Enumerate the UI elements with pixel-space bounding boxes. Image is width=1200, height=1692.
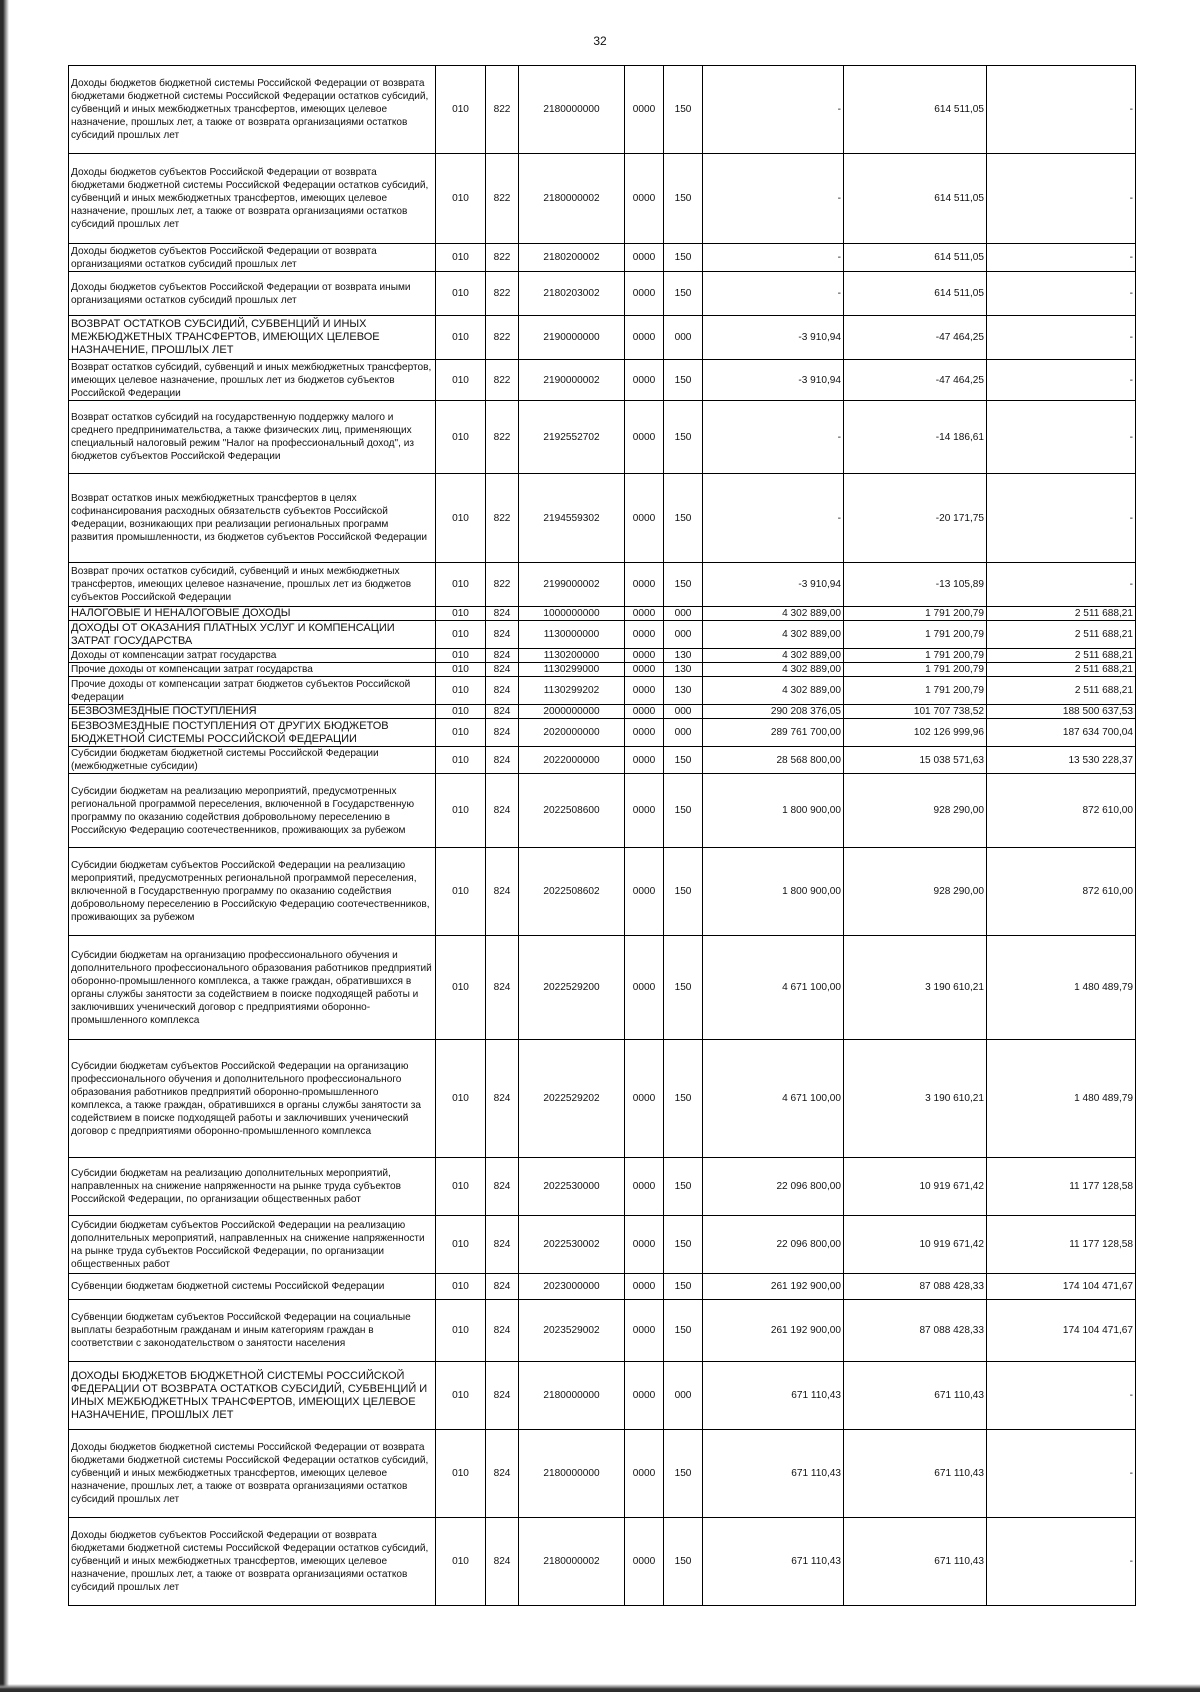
approved-amount-cell: 4 302 889,00 xyxy=(703,663,844,677)
executed-amount-cell: 928 290,00 xyxy=(844,774,987,848)
executed-amount-cell: -14 186,61 xyxy=(844,401,987,474)
admin-org-code-cell: 824 xyxy=(486,1518,519,1606)
admin-org-code-cell: 824 xyxy=(486,936,519,1040)
subtype-code-cell: 0000 xyxy=(625,1040,664,1158)
income-name-cell: Возврат прочих остатков субсидий, субвенций и иных межбюджетных трансфертов, имеющих целевое назначение, прошлых лет из бюджетов субъектов Российской Федерации xyxy=(69,563,436,607)
admin-code-cell: 010 xyxy=(436,1216,486,1274)
approved-amount-cell: - xyxy=(703,401,844,474)
table-row xyxy=(69,677,1136,705)
approved-amount-cell: 1 800 900,00 xyxy=(703,774,844,848)
income-name-cell: Субвенции бюджетам бюджетной системы Российской Федерации xyxy=(69,1274,436,1300)
approved-amount-cell: 4 671 100,00 xyxy=(703,1040,844,1158)
kosgu-code-cell: 150 xyxy=(664,936,703,1040)
subtype-code-cell: 0000 xyxy=(625,474,664,563)
subtype-code-cell: 0000 xyxy=(625,316,664,360)
admin-code-cell: 010 xyxy=(436,719,486,747)
income-type-code-cell: 2199000002 xyxy=(519,563,625,607)
table-row xyxy=(69,747,1136,774)
income-name-cell: Доходы бюджетов бюджетной системы Российской Федерации от возврата бюджетами бюджетной системы Российской Федерации остатков субсидий, субвенций и иных межбюджетных трансфертов, имеющих целевое назначение, прошлых лет, а также от возврата организациями остатков субсидий прошлых лет xyxy=(69,66,436,154)
admin-code-cell: 010 xyxy=(436,649,486,663)
approved-amount-cell: 4 671 100,00 xyxy=(703,936,844,1040)
admin-code-cell: 010 xyxy=(436,66,486,154)
approved-amount-cell: 671 110,43 xyxy=(703,1430,844,1518)
scan-edge-bottom xyxy=(0,1684,1200,1692)
income-name-cell: Доходы бюджетов субъектов Российской Федерации от возврата организациями остатков субсидий прошлых лет xyxy=(69,244,436,272)
remaining-amount-cell: - xyxy=(987,244,1136,272)
table-row xyxy=(69,1158,1136,1216)
subtype-code-cell: 0000 xyxy=(625,621,664,649)
admin-code-cell: 010 xyxy=(436,272,486,316)
remaining-amount-cell: - xyxy=(987,154,1136,244)
admin-code-cell: 010 xyxy=(436,1300,486,1362)
remaining-amount-cell: - xyxy=(987,1362,1136,1430)
remaining-amount-cell: - xyxy=(987,360,1136,401)
kosgu-code-cell: 150 xyxy=(664,1274,703,1300)
income-type-code-cell: 1130299202 xyxy=(519,677,625,705)
income-type-code-cell: 2180000000 xyxy=(519,66,625,154)
admin-org-code-cell: 824 xyxy=(486,1158,519,1216)
income-name-cell: НАЛОГОВЫЕ И НЕНАЛОГОВЫЕ ДОХОДЫ xyxy=(69,607,436,621)
approved-amount-cell: -3 910,94 xyxy=(703,360,844,401)
admin-org-code-cell: 822 xyxy=(486,154,519,244)
kosgu-code-cell: 150 xyxy=(664,154,703,244)
approved-amount-cell: 22 096 800,00 xyxy=(703,1216,844,1274)
income-type-code-cell: 2180000002 xyxy=(519,154,625,244)
subtype-code-cell: 0000 xyxy=(625,663,664,677)
income-name-cell: ВОЗВРАТ ОСТАТКОВ СУБСИДИЙ, СУБВЕНЦИЙ И ИНЫХ МЕЖБЮДЖЕТНЫХ ТРАНСФЕРТОВ, ИМЕЮЩИХ ЦЕЛЕВОЕ НАЗНАЧЕНИЕ, ПРОШЛЫХ ЛЕТ xyxy=(69,316,436,360)
kosgu-code-cell: 130 xyxy=(664,677,703,705)
remaining-amount-cell: 2 511 688,21 xyxy=(987,621,1136,649)
kosgu-code-cell: 000 xyxy=(664,719,703,747)
admin-code-cell: 010 xyxy=(436,936,486,1040)
admin-org-code-cell: 822 xyxy=(486,66,519,154)
subtype-code-cell: 0000 xyxy=(625,649,664,663)
income-name-cell: Субсидии бюджетам на организацию профессионального обучения и дополнительного профессионального образования работников предприятий оборонно-промышленного комплекса, а также граждан, обратившихся в органы службы занятости за содействием в поиске подходящей работы и заключивших ученический договор с предприятиями оборонно-промышленного комплекса xyxy=(69,936,436,1040)
executed-amount-cell: 102 126 999,96 xyxy=(844,719,987,747)
kosgu-code-cell: 150 xyxy=(664,1158,703,1216)
approved-amount-cell: 22 096 800,00 xyxy=(703,1158,844,1216)
executed-amount-cell: 671 110,43 xyxy=(844,1518,987,1606)
admin-org-code-cell: 824 xyxy=(486,1300,519,1362)
subtype-code-cell: 0000 xyxy=(625,1216,664,1274)
income-type-code-cell: 2190000000 xyxy=(519,316,625,360)
income-type-code-cell: 2022508600 xyxy=(519,774,625,848)
table-row xyxy=(69,1040,1136,1158)
subtype-code-cell: 0000 xyxy=(625,1430,664,1518)
executed-amount-cell: 614 511,05 xyxy=(844,272,987,316)
approved-amount-cell: 28 568 800,00 xyxy=(703,747,844,774)
income-type-code-cell: 2020000000 xyxy=(519,719,625,747)
income-name-cell: ДОХОДЫ ОТ ОКАЗАНИЯ ПЛАТНЫХ УСЛУГ И КОМПЕНСАЦИИ ЗАТРАТ ГОСУДАРСТВА xyxy=(69,621,436,649)
admin-org-code-cell: 824 xyxy=(486,1362,519,1430)
remaining-amount-cell: - xyxy=(987,316,1136,360)
table-row xyxy=(69,848,1136,936)
approved-amount-cell: - xyxy=(703,272,844,316)
table-row xyxy=(69,774,1136,848)
admin-org-code-cell: 822 xyxy=(486,474,519,563)
approved-amount-cell: 4 302 889,00 xyxy=(703,607,844,621)
kosgu-code-cell: 130 xyxy=(664,649,703,663)
income-name-cell: Субвенции бюджетам субъектов Российской Федерации на социальные выплаты безработным гражданам и иным категориям граждан в соответствии с законодательством о занятости населения xyxy=(69,1300,436,1362)
subtype-code-cell: 0000 xyxy=(625,272,664,316)
admin-org-code-cell: 822 xyxy=(486,401,519,474)
kosgu-code-cell: 150 xyxy=(664,1518,703,1606)
admin-code-cell: 010 xyxy=(436,154,486,244)
admin-org-code-cell: 824 xyxy=(486,1216,519,1274)
admin-code-cell: 010 xyxy=(436,401,486,474)
table-row xyxy=(69,607,1136,621)
income-name-cell: Субсидии бюджетам бюджетной системы Российской Федерации (межбюджетные субсидии) xyxy=(69,747,436,774)
admin-code-cell: 010 xyxy=(436,316,486,360)
kosgu-code-cell: 000 xyxy=(664,607,703,621)
income-type-code-cell: 1000000000 xyxy=(519,607,625,621)
remaining-amount-cell: 1 480 489,79 xyxy=(987,1040,1136,1158)
approved-amount-cell: 261 192 900,00 xyxy=(703,1274,844,1300)
subtype-code-cell: 0000 xyxy=(625,244,664,272)
executed-amount-cell: 87 088 428,33 xyxy=(844,1274,987,1300)
executed-amount-cell: -47 464,25 xyxy=(844,316,987,360)
income-type-code-cell: 2022529202 xyxy=(519,1040,625,1158)
admin-org-code-cell: 824 xyxy=(486,1274,519,1300)
income-name-cell: Субсидии бюджетам субъектов Российской Федерации на реализацию мероприятий, предусмотренных региональной программой переселения, включенной в Государственную программу по оказанию содействия добровольному переселению в Российскую Федерацию соотечественников, проживающих за рубежом xyxy=(69,848,436,936)
income-name-cell: Прочие доходы от компенсации затрат бюджетов субъектов Российской Федерации xyxy=(69,677,436,705)
income-name-cell: Доходы бюджетов субъектов Российской Федерации от возврата иными организациями остатков субсидий прошлых лет xyxy=(69,272,436,316)
income-name-cell: Субсидии бюджетам субъектов Российской Федерации на организацию профессионального обучения и дополнительного профессионального образования работников предприятий оборонно-промышленного комплекса, а также граждан, обратившихся в органы службы занятости за содействием в поиске подходящей работы и заключивших ученический договор с предприятиями оборонно-промышленного комплекса xyxy=(69,1040,436,1158)
executed-amount-cell: 1 791 200,79 xyxy=(844,663,987,677)
income-type-code-cell: 2180200002 xyxy=(519,244,625,272)
remaining-amount-cell: 1 480 489,79 xyxy=(987,936,1136,1040)
subtype-code-cell: 0000 xyxy=(625,774,664,848)
table-row xyxy=(69,705,1136,719)
remaining-amount-cell: 2 511 688,21 xyxy=(987,677,1136,705)
subtype-code-cell: 0000 xyxy=(625,1300,664,1362)
admin-org-code-cell: 824 xyxy=(486,1430,519,1518)
table-row xyxy=(69,1274,1136,1300)
income-name-cell: БЕЗВОЗМЕЗДНЫЕ ПОСТУПЛЕНИЯ ОТ ДРУГИХ БЮДЖЕТОВ БЮДЖЕТНОЙ СИСТЕМЫ РОССИЙСКОЙ ФЕДЕРАЦИИ xyxy=(69,719,436,747)
table-row xyxy=(69,936,1136,1040)
executed-amount-cell: 614 511,05 xyxy=(844,244,987,272)
approved-amount-cell: 290 208 376,05 xyxy=(703,705,844,719)
remaining-amount-cell: 872 610,00 xyxy=(987,774,1136,848)
admin-org-code-cell: 824 xyxy=(486,621,519,649)
admin-org-code-cell: 822 xyxy=(486,316,519,360)
admin-code-cell: 010 xyxy=(436,1274,486,1300)
income-type-code-cell: 2180000000 xyxy=(519,1362,625,1430)
remaining-amount-cell: - xyxy=(987,272,1136,316)
remaining-amount-cell: 2 511 688,21 xyxy=(987,663,1136,677)
remaining-amount-cell: - xyxy=(987,401,1136,474)
income-name-cell: Доходы от компенсации затрат государства xyxy=(69,649,436,663)
subtype-code-cell: 0000 xyxy=(625,1362,664,1430)
executed-amount-cell: 15 038 571,63 xyxy=(844,747,987,774)
income-type-code-cell: 2023529002 xyxy=(519,1300,625,1362)
income-type-code-cell: 1130299000 xyxy=(519,663,625,677)
admin-code-cell: 010 xyxy=(436,1430,486,1518)
income-name-cell: БЕЗВОЗМЕЗДНЫЕ ПОСТУПЛЕНИЯ xyxy=(69,705,436,719)
admin-code-cell: 010 xyxy=(436,747,486,774)
scan-edge-left xyxy=(0,0,9,1692)
income-name-cell: Доходы бюджетов субъектов Российской Федерации от возврата бюджетами бюджетной системы Российской Федерации остатков субсидий, субвенций и иных межбюджетных трансфертов, имеющих целевое назначение, прошлых лет, а также от возврата организациями остатков субсидий прошлых лет xyxy=(69,1518,436,1606)
admin-org-code-cell: 824 xyxy=(486,719,519,747)
subtype-code-cell: 0000 xyxy=(625,154,664,244)
executed-amount-cell: 10 919 671,42 xyxy=(844,1216,987,1274)
admin-code-cell: 010 xyxy=(436,607,486,621)
table-row xyxy=(69,1300,1136,1362)
approved-amount-cell: 671 110,43 xyxy=(703,1362,844,1430)
executed-amount-cell: 671 110,43 xyxy=(844,1430,987,1518)
table-row xyxy=(69,316,1136,360)
admin-org-code-cell: 824 xyxy=(486,663,519,677)
executed-amount-cell: 928 290,00 xyxy=(844,848,987,936)
approved-amount-cell: - xyxy=(703,154,844,244)
table-row xyxy=(69,244,1136,272)
approved-amount-cell: 4 302 889,00 xyxy=(703,677,844,705)
kosgu-code-cell: 150 xyxy=(664,1300,703,1362)
kosgu-code-cell: 150 xyxy=(664,1430,703,1518)
income-type-code-cell: 2022530000 xyxy=(519,1158,625,1216)
income-type-code-cell: 2192552702 xyxy=(519,401,625,474)
subtype-code-cell: 0000 xyxy=(625,1274,664,1300)
remaining-amount-cell: - xyxy=(987,474,1136,563)
executed-amount-cell: 1 791 200,79 xyxy=(844,621,987,649)
kosgu-code-cell: 150 xyxy=(664,563,703,607)
income-name-cell: Субсидии бюджетам на реализацию мероприятий, предусмотренных региональной программой переселения, включенной в Государственную программу по оказанию содействия добровольному переселению в Российскую Федерацию соотечественников, проживающих за рубежом xyxy=(69,774,436,848)
table-row xyxy=(69,1518,1136,1606)
kosgu-code-cell: 150 xyxy=(664,1216,703,1274)
table-body xyxy=(69,66,1136,1606)
subtype-code-cell: 0000 xyxy=(625,360,664,401)
admin-org-code-cell: 822 xyxy=(486,272,519,316)
subtype-code-cell: 0000 xyxy=(625,1158,664,1216)
approved-amount-cell: 671 110,43 xyxy=(703,1518,844,1606)
kosgu-code-cell: 130 xyxy=(664,663,703,677)
executed-amount-cell: 1 791 200,79 xyxy=(844,677,987,705)
kosgu-code-cell: 000 xyxy=(664,621,703,649)
table-row xyxy=(69,719,1136,747)
remaining-amount-cell: 11 177 128,58 xyxy=(987,1158,1136,1216)
table-row xyxy=(69,474,1136,563)
kosgu-code-cell: 150 xyxy=(664,848,703,936)
admin-org-code-cell: 824 xyxy=(486,677,519,705)
approved-amount-cell: - xyxy=(703,474,844,563)
income-name-cell: Доходы бюджетов бюджетной системы Российской Федерации от возврата бюджетами бюджетной системы Российской Федерации остатков субсидий, субвенций и иных межбюджетных трансфертов, имеющих целевое назначение, прошлых лет, а также от возврата организациями остатков субсидий прошлых лет xyxy=(69,1430,436,1518)
income-type-code-cell: 2022000000 xyxy=(519,747,625,774)
approved-amount-cell: 1 800 900,00 xyxy=(703,848,844,936)
kosgu-code-cell: 150 xyxy=(664,360,703,401)
kosgu-code-cell: 150 xyxy=(664,66,703,154)
remaining-amount-cell: 174 104 471,67 xyxy=(987,1300,1136,1362)
remaining-amount-cell: 872 610,00 xyxy=(987,848,1136,936)
kosgu-code-cell: 150 xyxy=(664,474,703,563)
budget-income-table xyxy=(68,65,1136,1606)
income-type-code-cell: 2000000000 xyxy=(519,705,625,719)
approved-amount-cell: 261 192 900,00 xyxy=(703,1300,844,1362)
admin-code-cell: 010 xyxy=(436,474,486,563)
table-row xyxy=(69,621,1136,649)
kosgu-code-cell: 150 xyxy=(664,401,703,474)
table-row xyxy=(69,649,1136,663)
subtype-code-cell: 0000 xyxy=(625,1518,664,1606)
remaining-amount-cell: 188 500 637,53 xyxy=(987,705,1136,719)
subtype-code-cell: 0000 xyxy=(625,936,664,1040)
page-number: 32 xyxy=(593,34,607,48)
kosgu-code-cell: 150 xyxy=(664,272,703,316)
income-name-cell: Возврат остатков иных межбюджетных трансфертов в целях софинансирования расходных обязательств субъектов Российской Федерации, возникающих при реализации региональных программ развития промышленности, из бюджетов субъектов Российской Федерации xyxy=(69,474,436,563)
approved-amount-cell: - xyxy=(703,66,844,154)
admin-org-code-cell: 824 xyxy=(486,747,519,774)
remaining-amount-cell: 174 104 471,67 xyxy=(987,1274,1136,1300)
subtype-code-cell: 0000 xyxy=(625,66,664,154)
executed-amount-cell: 87 088 428,33 xyxy=(844,1300,987,1362)
admin-code-cell: 010 xyxy=(436,1362,486,1430)
subtype-code-cell: 0000 xyxy=(625,607,664,621)
table-row xyxy=(69,1430,1136,1518)
kosgu-code-cell: 000 xyxy=(664,316,703,360)
remaining-amount-cell: - xyxy=(987,1430,1136,1518)
executed-amount-cell: 10 919 671,42 xyxy=(844,1158,987,1216)
kosgu-code-cell: 000 xyxy=(664,705,703,719)
subtype-code-cell: 0000 xyxy=(625,848,664,936)
admin-org-code-cell: 824 xyxy=(486,705,519,719)
kosgu-code-cell: 150 xyxy=(664,1040,703,1158)
admin-code-cell: 010 xyxy=(436,1518,486,1606)
executed-amount-cell: 3 190 610,21 xyxy=(844,1040,987,1158)
table-row xyxy=(69,66,1136,154)
executed-amount-cell: -20 171,75 xyxy=(844,474,987,563)
admin-code-cell: 010 xyxy=(436,1040,486,1158)
executed-amount-cell: 1 791 200,79 xyxy=(844,607,987,621)
remaining-amount-cell: - xyxy=(987,563,1136,607)
income-name-cell: Прочие доходы от компенсации затрат государства xyxy=(69,663,436,677)
table-row xyxy=(69,663,1136,677)
income-type-code-cell: 2180000002 xyxy=(519,1518,625,1606)
table-row xyxy=(69,1362,1136,1430)
income-type-code-cell: 2190000002 xyxy=(519,360,625,401)
admin-code-cell: 010 xyxy=(436,848,486,936)
approved-amount-cell: -3 910,94 xyxy=(703,316,844,360)
table-row xyxy=(69,360,1136,401)
executed-amount-cell: 614 511,05 xyxy=(844,66,987,154)
admin-code-cell: 010 xyxy=(436,677,486,705)
admin-code-cell: 010 xyxy=(436,244,486,272)
admin-org-code-cell: 824 xyxy=(486,607,519,621)
income-type-code-cell: 2180203002 xyxy=(519,272,625,316)
kosgu-code-cell: 150 xyxy=(664,244,703,272)
remaining-amount-cell: 187 634 700,04 xyxy=(987,719,1136,747)
approved-amount-cell: 4 302 889,00 xyxy=(703,649,844,663)
admin-org-code-cell: 824 xyxy=(486,848,519,936)
income-type-code-cell: 2023000000 xyxy=(519,1274,625,1300)
income-type-code-cell: 2180000000 xyxy=(519,1430,625,1518)
remaining-amount-cell: 2 511 688,21 xyxy=(987,607,1136,621)
admin-code-cell: 010 xyxy=(436,563,486,607)
admin-org-code-cell: 824 xyxy=(486,1040,519,1158)
income-type-code-cell: 2194559302 xyxy=(519,474,625,563)
kosgu-code-cell: 000 xyxy=(664,1362,703,1430)
admin-org-code-cell: 822 xyxy=(486,360,519,401)
table-row xyxy=(69,272,1136,316)
admin-code-cell: 010 xyxy=(436,621,486,649)
kosgu-code-cell: 150 xyxy=(664,747,703,774)
income-name-cell: Доходы бюджетов субъектов Российской Федерации от возврата бюджетами бюджетной системы Российской Федерации остатков субсидий, субвенций и иных межбюджетных трансфертов, имеющих целевое назначение, прошлых лет, а также от возврата организациями остатков субсидий прошлых лет xyxy=(69,154,436,244)
table-row xyxy=(69,563,1136,607)
income-type-code-cell: 2022530002 xyxy=(519,1216,625,1274)
admin-org-code-cell: 824 xyxy=(486,649,519,663)
admin-code-cell: 010 xyxy=(436,360,486,401)
admin-code-cell: 010 xyxy=(436,1158,486,1216)
executed-amount-cell: 3 190 610,21 xyxy=(844,936,987,1040)
admin-code-cell: 010 xyxy=(436,705,486,719)
executed-amount-cell: 1 791 200,79 xyxy=(844,649,987,663)
income-type-code-cell: 2022508602 xyxy=(519,848,625,936)
income-name-cell: Возврат остатков субсидий, субвенций и иных межбюджетных трансфертов, имеющих целевое назначение, прошлых лет из бюджетов субъектов Российской Федерации xyxy=(69,360,436,401)
subtype-code-cell: 0000 xyxy=(625,563,664,607)
executed-amount-cell: 101 707 738,52 xyxy=(844,705,987,719)
income-type-code-cell: 1130000000 xyxy=(519,621,625,649)
admin-code-cell: 010 xyxy=(436,774,486,848)
kosgu-code-cell: 150 xyxy=(664,774,703,848)
approved-amount-cell: 289 761 700,00 xyxy=(703,719,844,747)
executed-amount-cell: 614 511,05 xyxy=(844,154,987,244)
approved-amount-cell: 4 302 889,00 xyxy=(703,621,844,649)
income-name-cell: ДОХОДЫ БЮДЖЕТОВ БЮДЖЕТНОЙ СИСТЕМЫ РОССИЙСКОЙ ФЕДЕРАЦИИ ОТ ВОЗВРАТА ОСТАТКОВ СУБСИДИЙ, СУБВЕНЦИЙ И ИНЫХ МЕЖБЮДЖЕТНЫХ ТРАНСФЕРТОВ, ИМЕЮЩИХ ЦЕЛЕВОЕ НАЗНАЧЕНИЕ, ПРОШЛЫХ ЛЕТ xyxy=(69,1362,436,1430)
subtype-code-cell: 0000 xyxy=(625,719,664,747)
table-row xyxy=(69,154,1136,244)
income-name-cell: Субсидии бюджетам на реализацию дополнительных мероприятий, направленных на снижение напряженности на рынке труда субъектов Российской Федерации, по организации общественных работ xyxy=(69,1158,436,1216)
income-type-code-cell: 1130200000 xyxy=(519,649,625,663)
admin-org-code-cell: 822 xyxy=(486,244,519,272)
approved-amount-cell: - xyxy=(703,244,844,272)
approved-amount-cell: -3 910,94 xyxy=(703,563,844,607)
subtype-code-cell: 0000 xyxy=(625,747,664,774)
subtype-code-cell: 0000 xyxy=(625,401,664,474)
executed-amount-cell: -47 464,25 xyxy=(844,360,987,401)
remaining-amount-cell: 2 511 688,21 xyxy=(987,649,1136,663)
admin-org-code-cell: 824 xyxy=(486,774,519,848)
income-name-cell: Субсидии бюджетам субъектов Российской Федерации на реализацию дополнительных мероприятий, направленных на снижение напряженности на рынке труда субъектов Российской Федерации, по организации общественных работ xyxy=(69,1216,436,1274)
income-type-code-cell: 2022529200 xyxy=(519,936,625,1040)
admin-code-cell: 010 xyxy=(436,663,486,677)
subtype-code-cell: 0000 xyxy=(625,705,664,719)
remaining-amount-cell: - xyxy=(987,1518,1136,1606)
remaining-amount-cell: 11 177 128,58 xyxy=(987,1216,1136,1274)
remaining-amount-cell: - xyxy=(987,66,1136,154)
admin-org-code-cell: 822 xyxy=(486,563,519,607)
table-row xyxy=(69,401,1136,474)
executed-amount-cell: 671 110,43 xyxy=(844,1362,987,1430)
table-row xyxy=(69,1216,1136,1274)
executed-amount-cell: -13 105,89 xyxy=(844,563,987,607)
subtype-code-cell: 0000 xyxy=(625,677,664,705)
income-name-cell: Возврат остатков субсидий на государственную поддержку малого и среднего предпринимательства, а также физических лиц, применяющих специальный налоговый режим "Налог на профессиональный доход", из бюджетов субъектов Российской Федерации xyxy=(69,401,436,474)
remaining-amount-cell: 13 530 228,37 xyxy=(987,747,1136,774)
